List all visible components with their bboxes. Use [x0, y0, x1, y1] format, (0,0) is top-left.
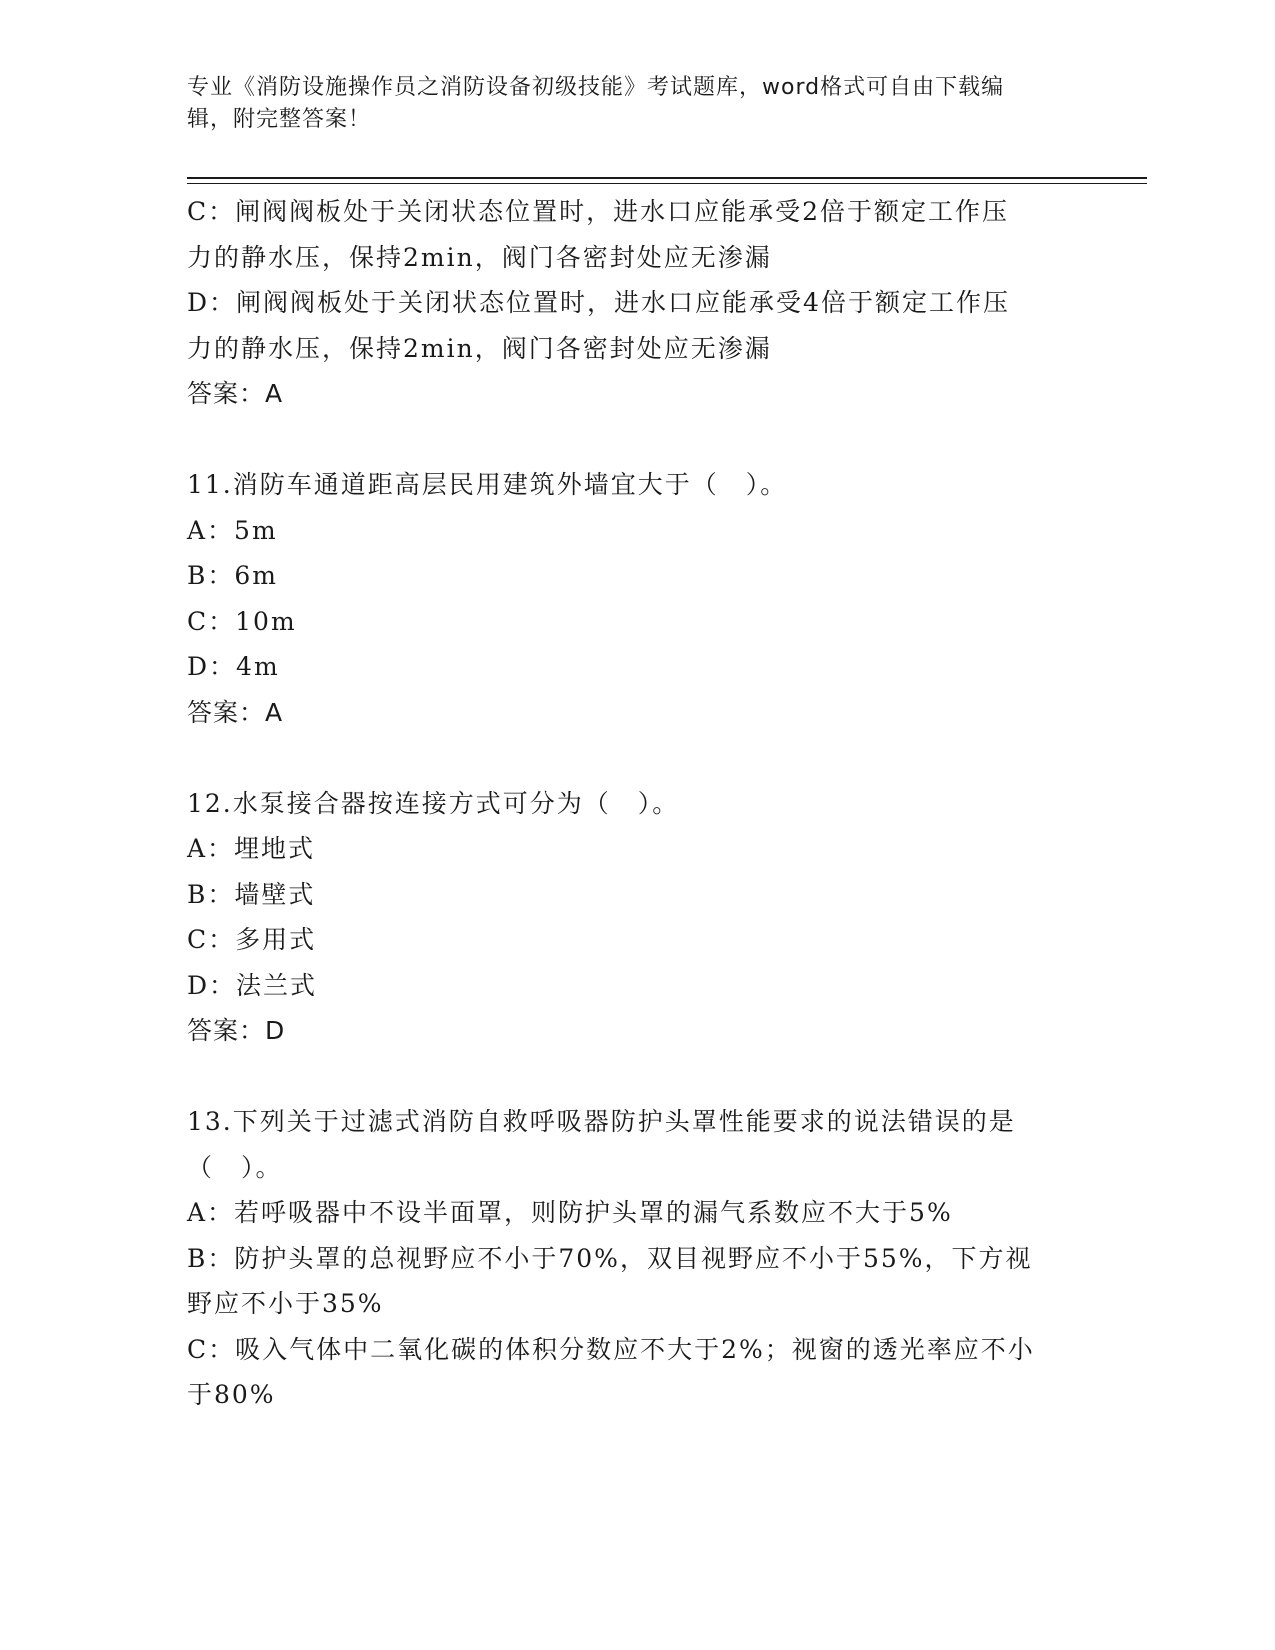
option-c-line-1: C：闸阀阀板处于关闭状态位置时，进水口应能承受2倍于额定工作压: [187, 197, 1010, 226]
header-line-2: 辑，附完整答案！: [187, 107, 372, 132]
option-b-line-2: 野应不小于35%: [187, 1289, 384, 1318]
option-b-line-1: B：防护头罩的总视野应不小于70%，双目视野应不小于55%，下方视: [187, 1243, 1033, 1273]
option-d-line-1: D：闸阀阀板处于关闭状态位置时，进水口应能承受4倍于额定工作压: [187, 288, 1010, 317]
option-d: D：法兰式: [187, 970, 318, 1000]
answer-line: 答案：D: [187, 1016, 286, 1045]
question-stem-line-1: 13.下列关于过滤式消防自救呼吸器防护头罩性能要求的说法错误的是: [187, 1107, 1016, 1136]
option-d: D：4m: [187, 652, 280, 681]
option-c: C：多用式: [187, 925, 317, 954]
header-divider-thick: [187, 177, 1147, 179]
question-12: [187, 781, 1087, 1054]
option-d-line-2: 力的静水压，保持2min，阀门各密封处应无渗漏: [187, 333, 772, 363]
document-body: [187, 189, 1087, 1418]
option-c-line-1: C：吸入气体中二氧化碳的体积分数应不大于2%；视窗的透光率应不小: [187, 1334, 1035, 1364]
answer-line: 答案：A: [187, 697, 284, 727]
document-header: [187, 72, 1067, 136]
option-c: C：10m: [187, 606, 297, 636]
answer-line: 答案：A: [187, 379, 284, 408]
question-11: [187, 462, 1087, 735]
spacer: [187, 735, 1087, 781]
question-10-continued: [187, 189, 1087, 417]
question-stem: 12.水泵接合器按连接方式可分为（ ）。: [187, 788, 680, 818]
question-13: [187, 1099, 1087, 1418]
question-stem-line-2: （ ）。: [187, 1152, 283, 1182]
option-a: A：埋地式: [187, 834, 316, 863]
option-b: B：6m: [187, 561, 278, 590]
option-a: A：若呼吸器中不设半面罩，则防护头罩的漏气系数应不大于5%: [187, 1198, 953, 1227]
option-b: B：墙壁式: [187, 879, 316, 909]
question-stem: 11.消防车通道距高层民用建筑外墙宜大于（ ）。: [187, 470, 788, 499]
option-a: A：5m: [187, 515, 278, 545]
option-c-line-2: 力的静水压，保持2min，阀门各密封处应无渗漏: [187, 242, 772, 272]
spacer: [187, 417, 1087, 463]
header-divider-thin: [187, 183, 1147, 184]
header-line-1: 专业《消防设施操作员之消防设备初级技能》考试题库，word格式可自由下载编: [187, 75, 1005, 100]
option-c-line-2: 于80%: [187, 1380, 276, 1409]
spacer: [187, 1054, 1087, 1100]
